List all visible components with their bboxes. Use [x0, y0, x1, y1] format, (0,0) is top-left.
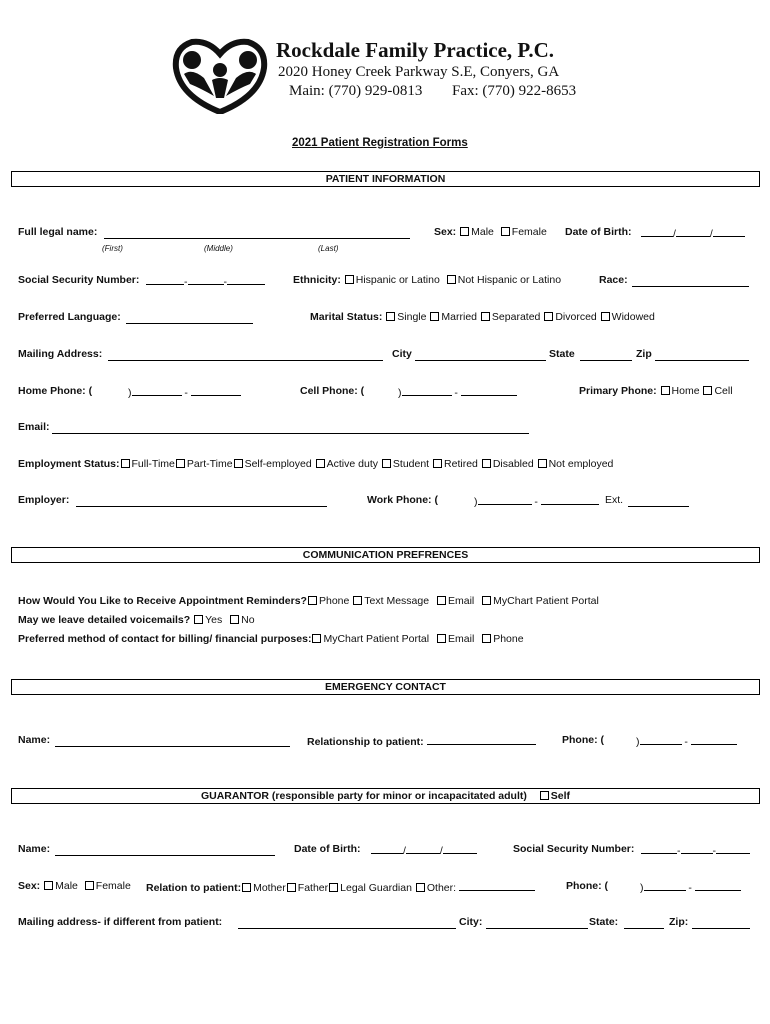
single-checkbox[interactable]: [386, 312, 395, 321]
female-label: Female: [511, 226, 547, 238]
voicemail-no-checkbox[interactable]: [230, 615, 239, 624]
guarantor-phone-label: Phone: (: [566, 880, 608, 892]
ssn-field[interactable]: - -: [146, 274, 265, 288]
reminder-mychart-checkbox[interactable]: [482, 596, 491, 605]
guarantor-zip-field[interactable]: [692, 918, 750, 929]
billing-phone-checkbox[interactable]: [482, 634, 491, 643]
billing-mychart-label: MyChart Patient Portal: [323, 633, 430, 645]
last-hint: (Last): [318, 244, 339, 253]
hispanic-checkbox[interactable]: [345, 275, 354, 284]
sex-group: [434, 226, 547, 238]
not-employed-checkbox[interactable]: [538, 459, 547, 468]
legal-guardian-label: Legal Guardian: [340, 882, 412, 894]
cell-phone-label: Cell Phone: (: [300, 385, 365, 397]
state-field[interactable]: [580, 350, 632, 361]
emergency-phone-label: Phone: (: [562, 734, 604, 746]
relation-label: Relation to patient:: [146, 882, 242, 894]
guarantor-state-label: State:: [589, 916, 619, 928]
guarantor-sex-group: [18, 880, 131, 892]
primary-phone-label: Primary Phone:: [579, 385, 657, 397]
guarantor-male-label: Male: [55, 880, 78, 892]
emergency-name-label: Name:: [18, 734, 51, 746]
guarantor-self-checkbox[interactable]: [540, 791, 549, 800]
guarantor-female-checkbox[interactable]: [85, 881, 94, 890]
full-name-label: Full legal name:: [18, 226, 98, 238]
male-label: Male: [471, 226, 494, 238]
practice-logo: [170, 38, 270, 114]
practice-name: Rockdale Family Practice, P.C.: [276, 38, 554, 62]
disabled-checkbox[interactable]: [482, 459, 491, 468]
reminder-text-checkbox[interactable]: [353, 596, 362, 605]
language-label: Preferred Language:: [18, 311, 121, 323]
reminder-email-label: Email: [447, 595, 475, 607]
first-hint: (First): [102, 244, 123, 253]
voicemail-label: May we leave detailed voicemails?: [18, 614, 191, 626]
married-label: Married: [441, 311, 477, 323]
student-label: Student: [392, 458, 430, 470]
guarantor-title: GUARANTOR (responsible party for minor or incapacitated adult): [200, 790, 527, 802]
form-title: 2021 Patient Registration Forms: [292, 137, 468, 149]
zip-field[interactable]: [655, 350, 749, 361]
email-label: Email:: [18, 421, 50, 433]
relationship-field[interactable]: [427, 734, 536, 745]
billing-email-checkbox[interactable]: [437, 634, 446, 643]
employment-label: Employment Status:: [18, 458, 120, 470]
reminder-mychart-label: MyChart Patient Portal: [493, 595, 599, 607]
female-checkbox[interactable]: [501, 227, 510, 236]
guarantor-male-checkbox[interactable]: [44, 881, 53, 890]
ethnicity-group: [293, 274, 561, 286]
relation-group: [146, 880, 535, 894]
dob-label: Date of Birth:: [565, 226, 632, 238]
active-duty-checkbox[interactable]: [316, 459, 325, 468]
employment-group: [18, 458, 613, 470]
ext-field[interactable]: [628, 496, 689, 507]
guarantor-state-field[interactable]: [624, 918, 664, 929]
sex-label: Sex:: [434, 226, 457, 238]
self-employed-label: Self-employed: [244, 458, 312, 470]
guarantor-mailing-label: Mailing address- if different from patient:: [18, 916, 223, 928]
city-label: City: [392, 348, 412, 360]
part-time-checkbox[interactable]: [176, 459, 185, 468]
part-time-label: Part-Time: [186, 458, 233, 470]
reminders-group: [18, 595, 599, 607]
retired-checkbox[interactable]: [433, 459, 442, 468]
race-label: Race:: [599, 274, 628, 286]
widowed-label: Widowed: [611, 311, 655, 323]
father-checkbox[interactable]: [287, 883, 296, 892]
guarantor-female-label: Female: [95, 880, 131, 892]
full-name-field[interactable]: [104, 228, 410, 239]
billing-mychart-checkbox[interactable]: [312, 634, 321, 643]
active-duty-label: Active duty: [326, 458, 378, 470]
guarantor-dob-label: Date of Birth:: [294, 843, 361, 855]
home-label: Home: [671, 385, 700, 397]
mother-checkbox[interactable]: [242, 883, 251, 892]
student-checkbox[interactable]: [382, 459, 391, 468]
mother-label: Mother: [253, 882, 286, 894]
guarantor-city-field[interactable]: [486, 918, 588, 929]
full-time-checkbox[interactable]: [121, 459, 130, 468]
disabled-label: Disabled: [492, 458, 534, 470]
family-logo-icon: [170, 38, 270, 114]
male-checkbox[interactable]: [460, 227, 469, 236]
guarantor-sex-label: Sex:: [18, 880, 41, 892]
race-field[interactable]: [632, 276, 749, 287]
work-phone-field[interactable]: ) -: [474, 494, 599, 508]
state-label: State: [549, 348, 575, 360]
mailing-label: Mailing Address:: [18, 348, 103, 360]
voicemail-yes-label: Yes: [205, 614, 223, 626]
guarantor-ssn-label: Social Security Number:: [513, 843, 635, 855]
city-field[interactable]: [415, 350, 546, 361]
guarantor-city-label: City:: [459, 916, 483, 928]
communication-header: COMMUNICATION PREFRENCES: [11, 547, 760, 563]
home-checkbox[interactable]: [661, 386, 670, 395]
reminders-label: How Would You Like to Receive Appointment Reminders?: [18, 595, 307, 607]
not-hispanic-checkbox[interactable]: [447, 275, 456, 284]
guarantor-ssn-field[interactable]: - -: [641, 843, 750, 857]
guarantor-header: [11, 788, 760, 804]
separated-label: Separated: [491, 311, 541, 323]
separated-checkbox[interactable]: [481, 312, 490, 321]
guarantor-dob-field[interactable]: / /: [371, 843, 477, 857]
fax-number: Fax: (770) 922-8653: [452, 83, 577, 99]
billing-phone-label: Phone: [493, 633, 524, 645]
home-phone-field[interactable]: ) -: [128, 385, 241, 399]
guarantor-mailing-field[interactable]: [238, 918, 456, 929]
divorced-checkbox[interactable]: [544, 312, 553, 321]
guarantor-self-label: Self: [550, 790, 571, 802]
cell-label: Cell: [714, 385, 733, 397]
cell-checkbox[interactable]: [703, 386, 712, 395]
primary-phone-group: [579, 385, 733, 397]
reminder-email-checkbox[interactable]: [437, 596, 446, 605]
not-employed-label: Not employed: [548, 458, 614, 470]
father-label: Father: [297, 882, 329, 894]
marital-group: [310, 311, 655, 323]
voicemail-group: [18, 614, 255, 626]
relationship-group: [307, 734, 536, 748]
middle-hint: (Middle): [204, 244, 233, 253]
voicemail-yes-checkbox[interactable]: [194, 615, 203, 624]
other-field[interactable]: [459, 880, 535, 891]
reminder-phone-checkbox[interactable]: [308, 596, 317, 605]
emergency-name-field[interactable]: [55, 736, 290, 747]
billing-group: [18, 633, 524, 645]
divorced-label: Divorced: [555, 311, 597, 323]
legal-guardian-checkbox[interactable]: [329, 883, 338, 892]
employer-field[interactable]: [76, 496, 327, 507]
employer-label: Employer:: [18, 494, 70, 506]
self-employed-checkbox[interactable]: [234, 459, 243, 468]
retired-label: Retired: [444, 458, 478, 470]
other-label: Other:: [426, 882, 457, 894]
guarantor-phone-field[interactable]: ) -: [640, 880, 741, 894]
home-phone-label: Home Phone: (: [18, 385, 93, 397]
single-label: Single: [397, 311, 427, 323]
practice-address: 2020 Honey Creek Parkway S.E, Conyers, GA: [278, 64, 560, 80]
work-phone-label: Work Phone: (: [367, 494, 438, 506]
other-checkbox[interactable]: [416, 883, 425, 892]
reminder-text-label: Text Message: [364, 595, 430, 607]
guarantor-name-label: Name:: [18, 843, 51, 855]
guarantor-name-field[interactable]: [55, 845, 275, 856]
widowed-checkbox[interactable]: [601, 312, 610, 321]
married-checkbox[interactable]: [430, 312, 439, 321]
cell-phone-field[interactable]: ) -: [398, 385, 517, 399]
marital-label: Marital Status:: [310, 311, 383, 323]
billing-email-label: Email: [448, 633, 475, 645]
patient-info-header: PATIENT INFORMATION: [11, 171, 760, 187]
ext-label: Ext.: [605, 494, 624, 506]
ssn-label: Social Security Number:: [18, 274, 140, 286]
main-phone: Main: (770) 929-0813: [289, 83, 423, 99]
ethnicity-label: Ethnicity:: [293, 274, 341, 286]
reminder-phone-label: Phone: [318, 595, 350, 607]
not-hispanic-label: Not Hispanic or Latino: [457, 274, 562, 286]
mailing-field[interactable]: [108, 350, 383, 361]
billing-label: Preferred method of contact for billing/ financial purposes:: [18, 633, 312, 645]
voicemail-no-label: No: [241, 614, 255, 626]
zip-label: Zip: [636, 348, 652, 360]
email-field[interactable]: [52, 423, 529, 434]
emergency-phone-field[interactable]: ) -: [636, 734, 737, 748]
relationship-label: Relationship to patient:: [307, 736, 424, 748]
guarantor-zip-label: Zip:: [669, 916, 689, 928]
full-time-label: Full-Time: [131, 458, 175, 470]
language-field[interactable]: [126, 313, 253, 324]
dob-field[interactable]: / /: [641, 226, 745, 240]
hispanic-label: Hispanic or Latino: [355, 274, 440, 286]
emergency-header: EMERGENCY CONTACT: [11, 679, 760, 695]
